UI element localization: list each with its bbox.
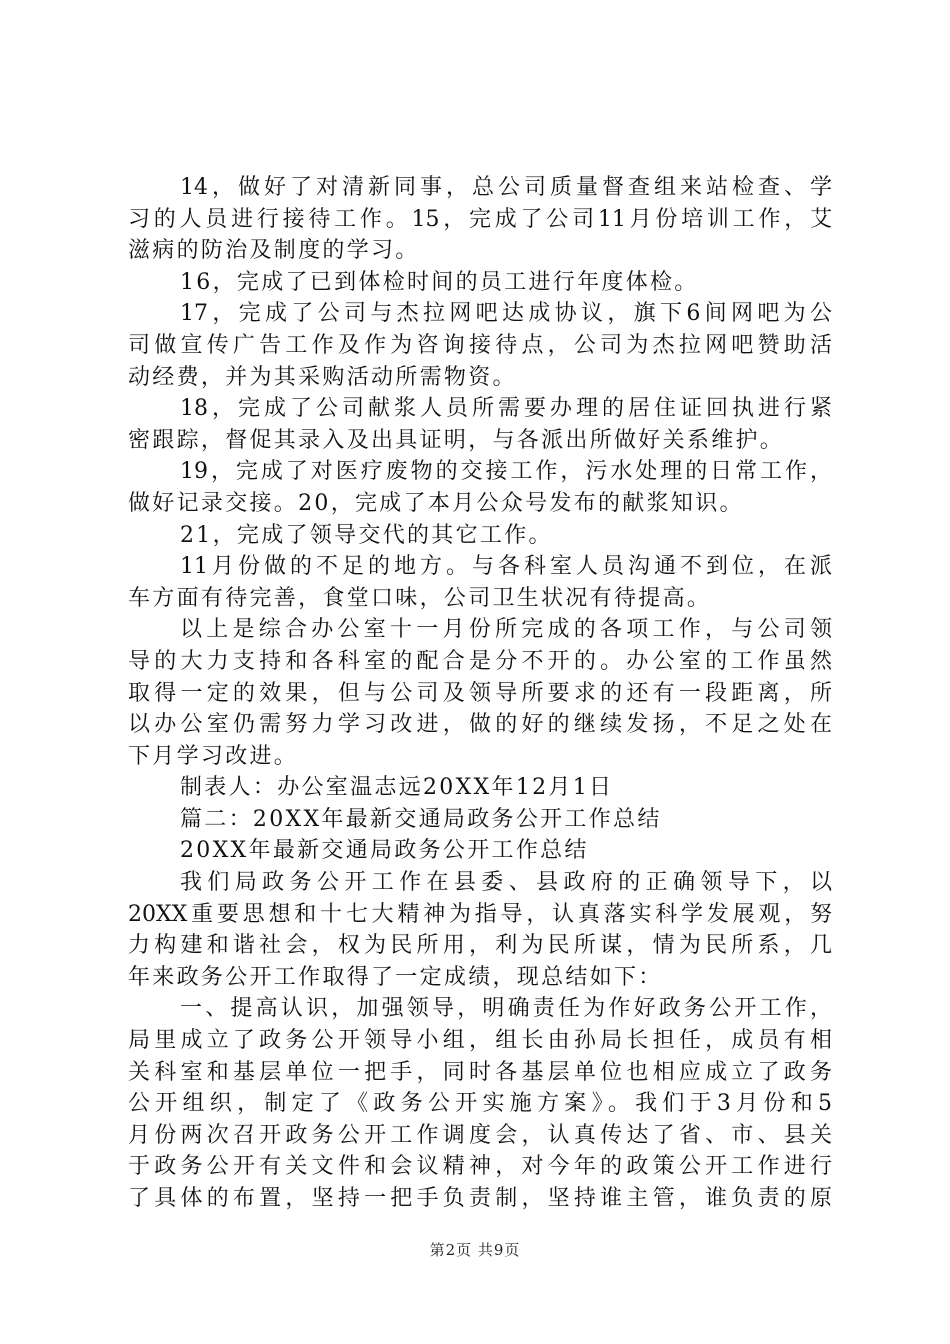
text-line: 局里成立了政务公开领导小组，组长由孙局长担任，成员有相 bbox=[128, 1028, 832, 1054]
page-footer bbox=[0, 1240, 950, 1260]
text-line: 关科室和基层单位一把手，同时各基层单位也相应成立了政务 bbox=[128, 1059, 832, 1085]
text-line: 力构建和谐社会，权为民所用，利为民所谋，情为民所系，几 bbox=[128, 933, 832, 959]
text-line: 18，完成了公司献浆人员所需要办理的居住证回执进行紧 bbox=[180, 396, 832, 422]
text-line: 习的人员进行接待工作。15，完成了公司11月份培训工作，艾 bbox=[128, 206, 832, 232]
text-line: 于政务公开有关文件和会议精神，对今年的政策公开工作进行 bbox=[128, 1154, 832, 1180]
text-line: 下月学习改进。 bbox=[128, 743, 299, 769]
text-line: 制表人：办公室温志远20XX年12月1日 bbox=[180, 775, 614, 801]
text-line: 滋病的防治及制度的学习。 bbox=[128, 238, 420, 264]
text-line: 年来政务公开工作取得了一定成绩，现总结如下： bbox=[128, 964, 663, 990]
text-line: 导的大力支持和各科室的配合是分不开的。办公室的工作虽然 bbox=[128, 648, 832, 674]
text-line: 取得一定的效果，但与公司及领导所要求的还有一段距离，所 bbox=[128, 680, 832, 706]
text-line: 动经费，并为其采购活动所需物资。 bbox=[128, 364, 517, 390]
text-line: 16，完成了已到体检时间的员工进行年度体检。 bbox=[180, 269, 699, 295]
text-line: 以办公室仍需努力学习改进，做的好的继续发扬，不足之处在 bbox=[128, 712, 832, 738]
text-line: 公开组织，制定了《政务公开实施方案》。我们于3月份和5 bbox=[128, 1091, 832, 1117]
text-line: 以上是综合办公室十一月份所完成的各项工作，与公司领 bbox=[180, 617, 832, 643]
text-line: 一、提高认识，加强领导，明确责任为作好政务公开工作， bbox=[180, 996, 832, 1022]
text-line: 做好记录交接。20，完成了本月公众号发布的献浆知识。 bbox=[128, 490, 744, 516]
text-line: 20XX重要思想和十七大精神为指导，认真落实科学发展观，努 bbox=[128, 901, 832, 927]
text-line: 17，完成了公司与杰拉网吧达成协议，旗下6间网吧为公 bbox=[180, 301, 832, 327]
text-line: 了具体的布置，坚持一把手负责制，坚持谁主管，谁负责的原 bbox=[128, 1186, 832, 1211]
text-line: 20XX年最新交通局政务公开工作总结 bbox=[180, 838, 589, 864]
text-line: 月份两次召开政务公开工作调度会，认真传达了省、市、县关 bbox=[128, 1122, 832, 1148]
text-line: 司做宣传广告工作及作为咨询接待点，公司为杰拉网吧赞助活 bbox=[128, 332, 832, 358]
text-line: 篇二：20XX年最新交通局政务公开工作总结 bbox=[180, 806, 662, 832]
text-line: 19，完成了对医疗废物的交接工作，污水处理的日常工作， bbox=[180, 459, 832, 485]
page-indicator: 第2页 共9页 bbox=[429, 1241, 521, 1259]
text-line: 11月份做的不足的地方。与各科室人员沟通不到位，在派 bbox=[180, 554, 832, 580]
text-line: 密跟踪，督促其录入及出具证明，与各派出所做好关系维护。 bbox=[128, 427, 785, 453]
text-line: 21，完成了领导交代的其它工作。 bbox=[180, 522, 553, 548]
text-line: 车方面有待完善，食堂口味，公司卫生状况有待提高。 bbox=[128, 585, 712, 611]
text-line: 我们局政务公开工作在县委、县政府的正确领导下，以 bbox=[180, 870, 832, 896]
text-line: 14，做好了对清新同事，总公司质量督查组来站检查、学 bbox=[180, 175, 832, 200]
document-body bbox=[128, 172, 832, 1215]
